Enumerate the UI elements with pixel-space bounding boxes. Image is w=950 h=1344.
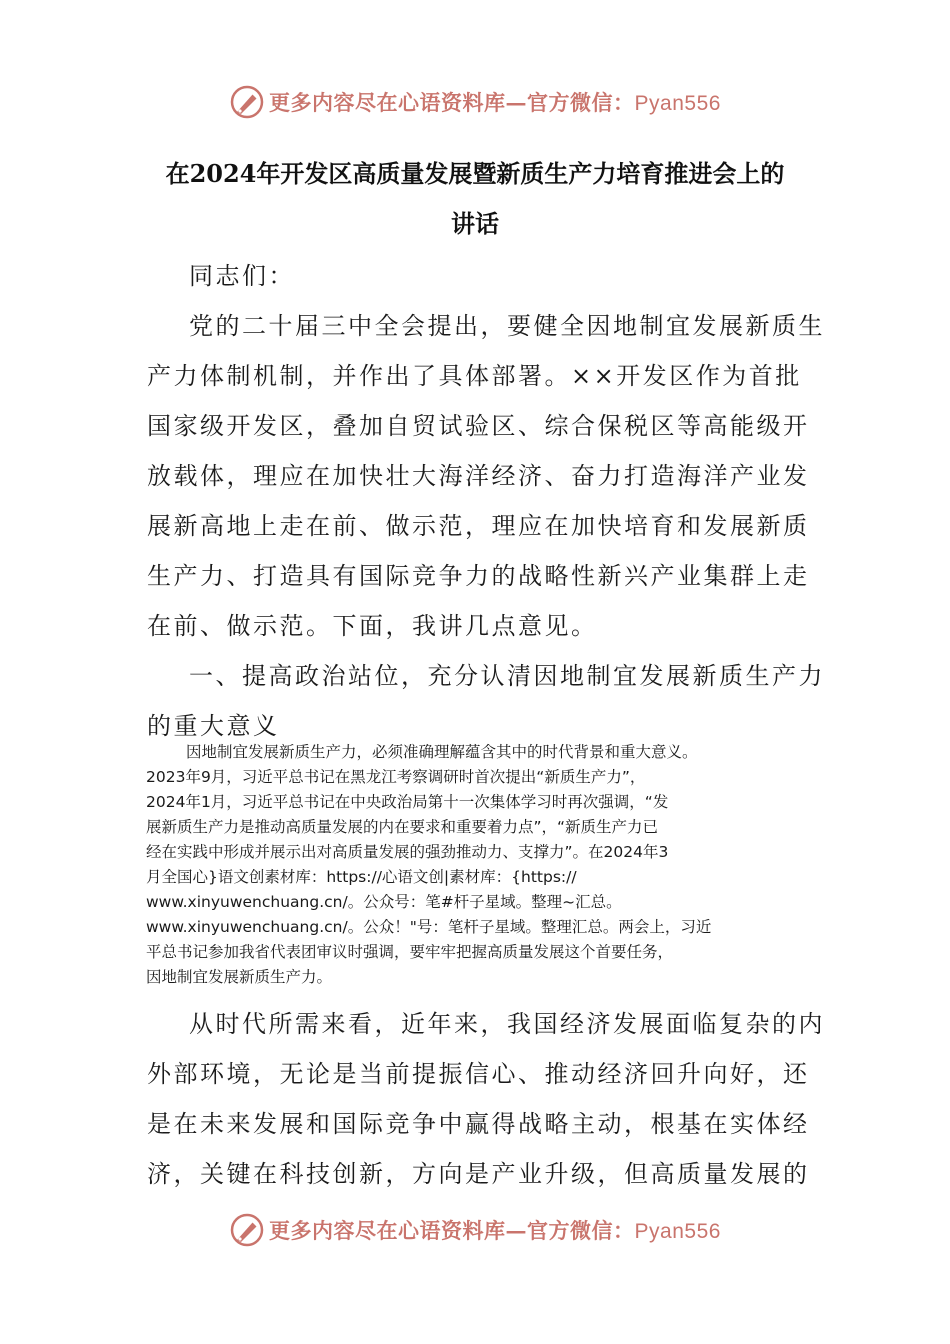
small-text-line: 因地制宜发展新质生产力。 (146, 968, 333, 986)
salutation: 同志们： (189, 262, 295, 290)
paragraph-line: 国家级开发区，叠加自贸试验区、综合保税区等高能级开 (147, 412, 810, 440)
header-banner (0, 80, 950, 124)
small-text-line: 2023年9月，习近平总书记在黑龙江考察调研时首次提出“新质生产力”， (146, 768, 646, 786)
banner-text: 更多内容尽在心语资料库—官方微信： (269, 1218, 635, 1243)
paragraph-line: 展新高地上走在前、做示范，理应在加快培育和发展新质 (147, 512, 810, 540)
paragraph-line: 外部环境，无论是当前提振信心、推动经济回升向好，还 (147, 1060, 810, 1088)
page-title-line-1: 在2024年开发区高质量发展暨新质生产力培育推进会上的 (165, 159, 785, 188)
paragraph-line: 从时代所需来看，近年来，我国经济发展面临复杂的内 (189, 1010, 825, 1038)
page-title-line-2: 讲话 (451, 209, 499, 238)
banner-wechat-id: Pyan556 (634, 1220, 721, 1243)
banner-text: 更多内容尽在心语资料库—官方微信： (269, 90, 635, 115)
small-text-line: 因地制宜发展新质生产力，必须准确理解蕴含其中的时代背景和重大意义。 (186, 743, 698, 761)
banner-label (269, 1215, 721, 1245)
small-text-line: 2024年1月，习近平总书记在中央政治局第十一次集体学习时再次强调，“发 (146, 793, 669, 811)
small-text-line: 月全国心}语文创素材库：https://心语文创|素材库：{https:// (146, 868, 577, 886)
small-text-line: 展新质生产力是推动高质量发展的内在要求和重要着力点”，“新质生产力已 (146, 818, 659, 836)
footer-banner (0, 1208, 950, 1252)
paragraph-line: 是在未来发展和国际竞争中赢得战略主动，根基在实体经 (147, 1110, 810, 1138)
paragraph-line: 在前、做示范。下面，我讲几点意见。 (147, 612, 598, 640)
paragraph-line: 济，关键在科技创新，方向是产业升级，但高质量发展的 (147, 1160, 810, 1188)
small-text-line: 经在实践中形成并展示出对高质量发展的强劲推动力、支撑力”。在2024年3 (146, 843, 669, 861)
small-text-line: 平总书记参加我省代表团审议时强调，要牢牢把握高质量发展这个首要任务， (146, 943, 674, 961)
pen-logo-icon (229, 84, 265, 120)
section-heading-line: 的重大意义 (147, 712, 280, 740)
pen-logo-icon (229, 1212, 265, 1248)
paragraph-line: 放载体，理应在加快壮大海洋经济、奋力打造海洋产业发 (147, 462, 810, 490)
section-heading-line: 一、提高政治站位，充分认清因地制宜发展新质生产力 (189, 662, 825, 690)
paragraph-line: 党的二十届三中全会提出，要健全因地制宜发展新质生 (189, 312, 825, 340)
small-text-line: www.xinyuwenchuang.cn/。公众！"号：笔杆子星域。整理汇总。两会上，习近 (146, 918, 712, 936)
banner-wechat-id: Pyan556 (634, 92, 721, 115)
inserted-small-text-block (146, 740, 816, 990)
banner-label (269, 87, 721, 117)
paragraph-line: 生产力、打造具有国际竞争力的战略性新兴产业集群上走 (147, 562, 810, 590)
small-text-line: www.xinyuwenchuang.cn/。公众号：笔#杆子星域。整理~汇总。 (146, 893, 622, 911)
paragraph-line: 产力体制机制，并作出了具体部署。××开发区作为首批 (147, 362, 802, 390)
